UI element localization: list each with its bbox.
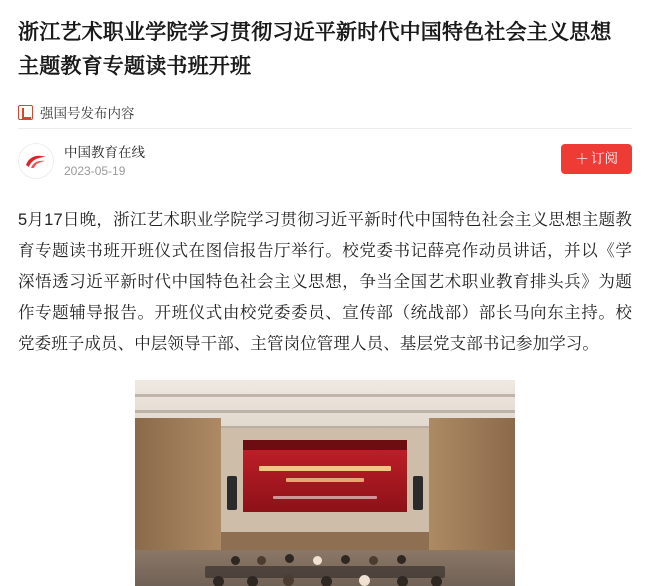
- photo-attendee: [341, 555, 350, 564]
- photo-ceiling-line: [135, 410, 515, 413]
- photo-speaker: [227, 476, 237, 510]
- publisher-badge: [18, 102, 632, 122]
- photo-attendee: [369, 556, 378, 565]
- article-paragraph: 5月17日晚，浙江艺术职业学院学习贯彻习近平新时代中国特色社会主义思想主题教育专题读书班开班仪式在图信报告厅举行。校党委书记薛亮作动员讲话，并以《学深悟透习近平新时代中国特色社会主义思想，争当全国艺术职业教育排头兵》为题作专题辅导报告。开班仪式由校党委委员、宣传部（统战部）部长马向东主持。校党委班子成员、中层领导干部、主管岗位管理人员、基层党支部书记参加学习。: [18, 211, 632, 353]
- photo-speaker: [413, 476, 423, 510]
- source-meta: [64, 144, 145, 179]
- publish-date: 2023-05-19: [64, 163, 126, 178]
- plus-icon: ＋: [575, 151, 589, 167]
- subscribe-button[interactable]: [561, 144, 632, 174]
- source-row: [18, 129, 632, 193]
- photo-banner-header: [243, 440, 407, 450]
- publisher-logo-icon: [25, 153, 47, 169]
- photo-right-wall: [429, 418, 515, 568]
- source-name[interactable]: 中国教育在线: [64, 144, 145, 160]
- subscribe-label: 订阅: [591, 151, 618, 166]
- photo-attendee: [397, 576, 408, 586]
- photo-attendee: [283, 575, 294, 586]
- photo-stage: [221, 532, 429, 552]
- photo-attendee: [231, 556, 240, 565]
- photo-attendee: [397, 555, 406, 564]
- photo-attendee: [213, 576, 224, 586]
- photo-stage-banner: [243, 440, 407, 512]
- photo-ceiling-line: [135, 394, 515, 397]
- badge-label: 强国号发布内容: [40, 106, 135, 121]
- photo-attendee: [257, 556, 266, 565]
- photo-attendee: [321, 576, 332, 586]
- photo-banner-line: [286, 478, 365, 482]
- photo-banner-line: [273, 496, 378, 499]
- photo-attendee: [359, 575, 370, 586]
- photo-banner-line: [259, 466, 390, 471]
- photo-attendee: [247, 576, 258, 586]
- page-title: 浙江艺术职业学院学习贯彻习近平新时代中国特色社会主义思想主题教育专题读书班开班: [18, 21, 612, 78]
- bookmark-icon: [18, 105, 33, 120]
- article-figure: [135, 380, 515, 586]
- photo-attendee: [313, 556, 322, 565]
- photo-attendee: [285, 554, 294, 563]
- lecture-hall-photo: [135, 380, 515, 586]
- avatar[interactable]: [18, 143, 54, 179]
- photo-left-wall: [135, 418, 221, 568]
- photo-attendee: [431, 576, 442, 586]
